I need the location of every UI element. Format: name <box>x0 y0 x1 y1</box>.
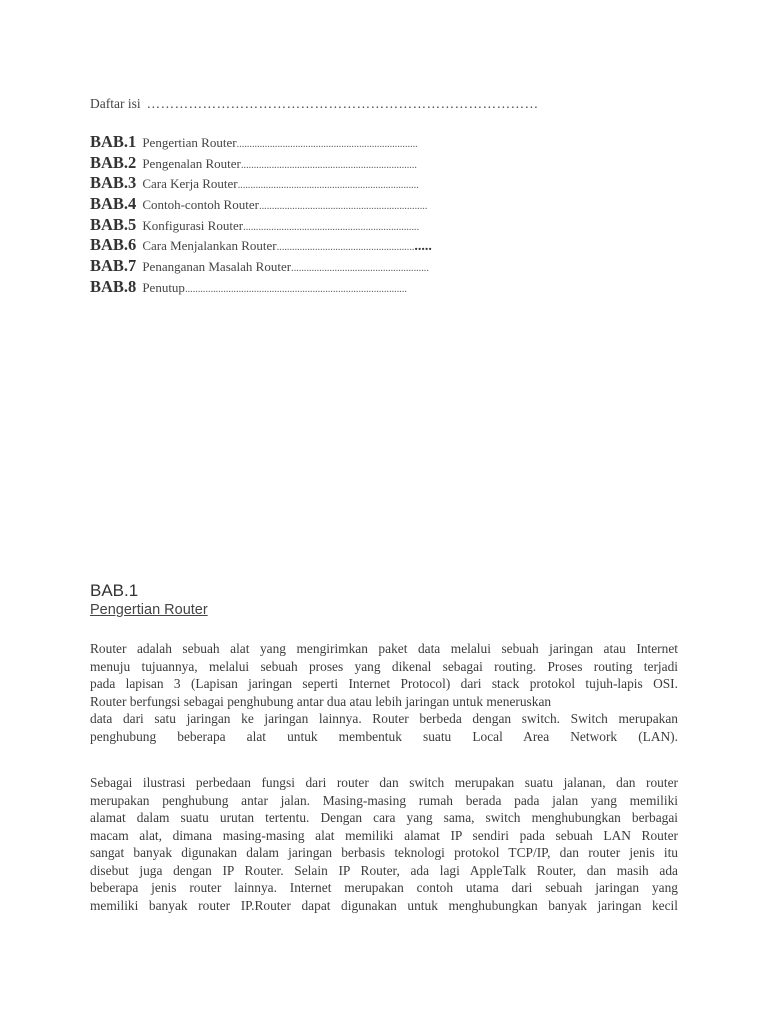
toc-entry-dots: ....................................................................................... <box>184 282 407 295</box>
paragraph-line: memiliki banyak router IP.Router dapat digunakan untuk menghubungkan banyak jaringan kecil <box>90 897 678 913</box>
toc-entry <box>90 277 530 298</box>
toc-entry <box>90 256 530 277</box>
toc-entry-dots: ...................................................... <box>276 241 415 254</box>
chapter-heading: BAB.1 <box>90 581 139 600</box>
toc-entry-number: BAB.3 <box>90 173 137 193</box>
paragraph-line: alamat dalam suatu urutan tertentu. Dengan cara yang sama, switch menghubungkan berbagai <box>90 810 678 825</box>
paragraph-line: penghubung beberapa alat untuk membentuk suatu Local Area Network (LAN). <box>90 728 678 744</box>
toc-entry <box>90 235 530 256</box>
toc-entry-dots: ....................................................................... <box>237 179 419 192</box>
toc-entry-number: BAB.4 <box>90 194 137 214</box>
toc-title-label: Daftar isi <box>90 96 141 111</box>
toc-entry-label: Pengenalan Router <box>142 155 241 171</box>
toc-entry-label: Cara Menjalankan Router <box>142 238 277 254</box>
toc-entry <box>90 173 530 194</box>
paragraph-1 <box>90 640 678 745</box>
toc-entry-dots: ....................................................................... <box>236 138 418 150</box>
toc-entry <box>90 132 530 153</box>
toc-entry <box>90 215 530 236</box>
toc-entry-number: BAB.5 <box>90 214 137 234</box>
toc-entry-dots: ...................................................... <box>291 262 429 275</box>
paragraph-line: Sebagai ilustrasi perbedaan fungsi dari router dan switch merupakan suatu jalanan, dan router <box>90 775 678 790</box>
toc-entry-label: Contoh-contoh Router <box>142 197 259 213</box>
toc-entry-label: Konfigurasi Router <box>142 217 244 233</box>
toc-title <box>90 96 539 112</box>
toc-entry-label: Penutup <box>142 279 185 295</box>
toc-entry-number: BAB.2 <box>90 152 137 172</box>
paragraph-line: beberapa jenis router lainnya. Internet merupakan contoh utama dari sebuah jaringan yang <box>90 880 678 895</box>
toc-title-dots: ………………………………………………………………………… <box>146 96 539 111</box>
table-of-contents <box>90 132 530 298</box>
paragraph-line: Router adalah sebuah alat yang mengirimkan paket data melalui sebuah jaringan atau Internet <box>90 641 678 656</box>
toc-entry-dots: ..................................................................... <box>240 158 417 171</box>
toc-entry-label: Cara Kerja Router <box>142 176 238 192</box>
toc-entry-number: BAB.8 <box>90 276 137 296</box>
paragraph-line: pada lapisan 3 (Lapisan jaringan seperti Internet Protocol) dari stack protokol tujuh-lapis OSI. <box>90 676 678 691</box>
toc-entry <box>90 153 530 174</box>
paragraph-line: menuju tujuannya, melalui sebuah proses yang dikenal sebagai routing. Proses routing terjadi <box>90 658 678 674</box>
toc-entry-dots-extra: ..... <box>414 239 432 255</box>
paragraph-line: merupakan penghubung antar jalan. Masing-masing rumah berada pada jalan yang memiliki <box>90 792 678 808</box>
toc-entry-number: BAB.7 <box>90 256 137 276</box>
paragraph-line: sangat banyak digunakan dalam jaringan berbasis teknologi protokol TCP/IP, dan router jenis itu <box>90 845 678 860</box>
toc-entry <box>90 194 530 215</box>
chapter-subheading: Pengertian Router <box>90 602 208 618</box>
toc-entry-dots: ..................................................................... <box>243 220 419 233</box>
paragraph-line: macam alat, dimana masing-masing alat memiliki alamat IP sendiri pada sebuah LAN Router <box>90 827 678 843</box>
toc-entry-number: BAB.6 <box>90 235 137 255</box>
toc-entry-number: BAB.1 <box>90 132 137 151</box>
toc-entry-dots: .................................................................. <box>258 200 428 213</box>
paragraph-2 <box>90 774 678 914</box>
paragraph-line: data dari satu jaringan ke jaringan lainnya. Router berbeda dengan switch. Switch merupakan <box>90 711 678 726</box>
paragraph-line: Router berfungsi sebagai penghubung antar dua atau lebih jaringan untuk meneruskan <box>90 693 552 709</box>
toc-entry-label: Pengertian Router <box>142 135 237 150</box>
paragraph-line: disebut juga dengan IP Router. Selain IP Router, ada lagi AppleTalk Router, dan masih ada <box>90 862 678 878</box>
toc-entry-label: Penanganan Masalah Router <box>142 259 292 275</box>
